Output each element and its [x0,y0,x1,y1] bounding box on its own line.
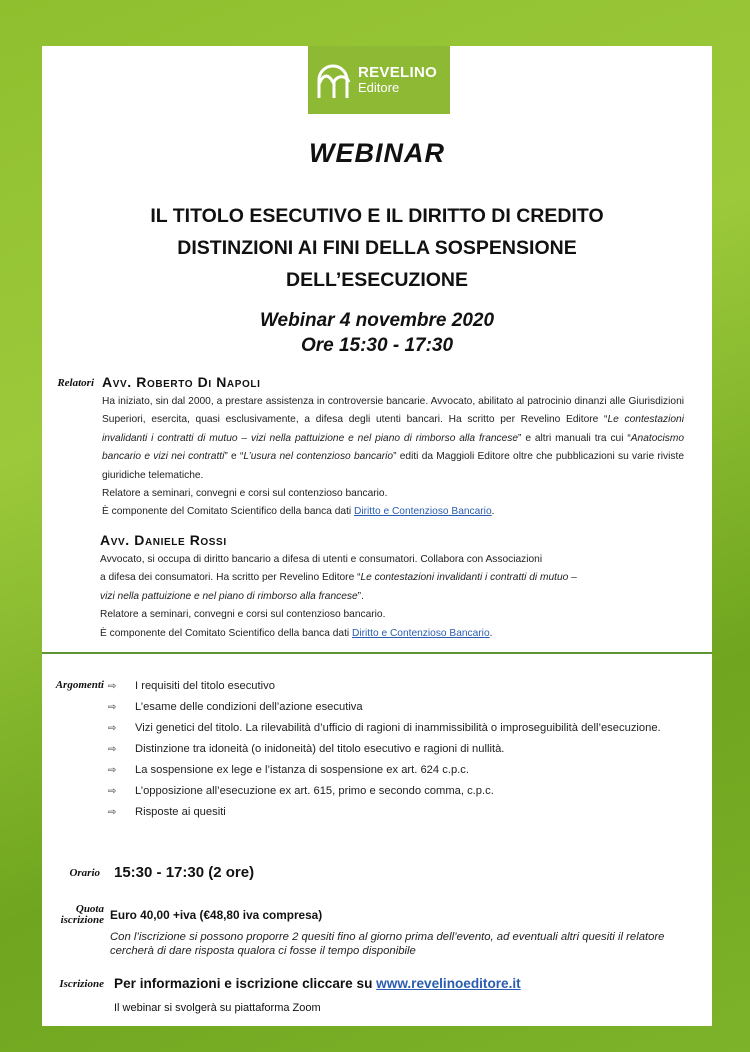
bio-text: . [489,627,493,639]
database-link[interactable]: Diritto e Contenzioso Bancario [354,506,492,518]
logo-sub: Editore [358,80,400,96]
bio-book-title: Anatocismo bancario e vizi nei contratti [102,432,684,463]
event-title-line: DELL’ESECUZIONE [285,269,469,291]
event-title [42,200,712,296]
section-divider [42,652,712,654]
speaker-bio-paragraph: Relatore a seminari, convegni e corsi sul contenzioso bancario. [100,609,386,621]
quota-label-line: Quota [75,903,104,915]
logo-name: REVELINO [358,64,438,82]
bio-text: ”. [357,590,364,602]
topic-item [108,806,688,819]
revelino-logo-icon [314,58,354,102]
quota-label-line: iscrizione [60,914,104,926]
speaker-name: Avv. Roberto Di Napoli [102,374,261,390]
iscrizione-text: Per informazioni e iscrizione cliccare su [114,976,377,991]
event-time: Ore 15:30 - 17:30 [300,335,454,356]
bio-book-title: Le contestazioni invalidanti i contratti di mutuo – vizi nella pattuizione e nel piano di rimborso alla francese [102,414,684,444]
arrow-right-icon: ⇨ [108,723,117,734]
topic-text: I requisiti del titolo esecutivo [135,680,275,692]
topic-text: Vizi genetici del titolo. La rilevabilità d’ufficio di ragioni di inammissibilità o improseguibilità dell’esecuzione. [135,722,661,734]
topic-item [108,722,688,735]
bio-text: ” e altri manuali tra cui “ [518,432,631,444]
speaker-bio-paragraph [100,569,690,587]
arrow-right-icon: ⇨ [108,702,117,713]
topic-text: L’esame delle condizioni dell’azione esecutiva [135,701,363,713]
bio-text: a difesa dei consumatori. Ha scritto per Revelino Editore “ [100,572,361,584]
event-title-line: DISTINZIONI AI FINI DELLA SOSPENSIONE [177,237,577,259]
bio-text: È componente del Comitato Scientifico della banca dati [100,627,353,639]
bio-text: ” editi da Maggioli Editore oltre che pubblicazioni su varie riviste giuridiche telematiche. [102,451,684,481]
relatori-label: Relatori [57,377,94,389]
speaker-bio-paragraph [102,503,684,521]
bio-text: Ha iniziato, sin dal 2000, a prestare assistenza in controversie bancarie. Avvocato, abilitato al patrocinio dinanzi alle Giurisdizioni Superiori, esercita, quasi esclusivamente, a difesa degli utenti bancari. Ha scritto per Revelino Editore “ [102,396,684,426]
speaker-bio-paragraph: Relatore a seminari, convegni e corsi sul contenzioso bancario. [102,488,388,500]
logo-text [358,65,437,94]
event-date: Webinar 4 novembre 2020 [259,310,495,331]
platform-note: Il webinar si svolgerà su piattaforma Zoom [114,1002,321,1014]
orario-label: Orario [69,867,100,879]
arrow-right-icon: ⇨ [108,744,117,755]
event-title-line: IL TITOLO ESECUTIVO E IL DIRITTO DI CREDITO [150,205,604,227]
quota-value: Euro 40,00 +iva (€48,80 iva compresa) [110,908,323,922]
speaker-bio-paragraph [102,393,684,485]
speaker-bio-paragraph: Avvocato, si occupa di diritto bancario a difesa di utenti e consumatori. Collabora con Associazioni [100,554,543,565]
topic-item [108,785,688,798]
bio-book-title: L’usura nel contenzioso bancario [243,451,394,463]
iscrizione-info [114,976,521,991]
bio-book-title: Le contestazioni invalidanti i contratti di mutuo – [360,572,577,584]
topic-item [108,680,688,693]
topic-text: Distinzione tra idoneità (o inidoneità) del titolo esecutivo e ragioni di nullità. [135,743,505,755]
document-page [42,46,712,1026]
orario-value: 15:30 - 17:30 (2 ore) [114,864,255,881]
database-link[interactable]: Diritto e Contenzioso Bancario [352,627,490,639]
topic-item [108,701,688,714]
topic-text: L’opposizione all’esecuzione ex art. 615, primo e secondo comma, c.p.c. [135,785,494,797]
topic-text: Risposte ai quesiti [135,806,226,818]
speaker-bio-paragraph [100,588,690,606]
arrow-right-icon: ⇨ [108,807,117,818]
topic-text: La sospensione ex lege e l’istanza di sospensione ex art. 624 c.p.c. [135,764,469,776]
quota-note: Con l’iscrizione si possono proporre 2 quesiti fino al giorno prima dell’evento, ad eventuali altri quesiti il relatore cercherà di dare risposta qualora ci fosse il tempo disponibile [110,931,665,957]
arrow-right-icon: ⇨ [108,681,117,692]
argomenti-label: Argomenti [55,679,104,691]
topic-item [108,764,688,777]
speaker-name: Avv. Daniele Rossi [100,532,227,548]
iscrizione-label: Iscrizione [59,978,104,990]
bio-text: . [491,506,495,518]
webinar-heading: WEBINAR [309,138,445,168]
website-link[interactable]: www.revelinoeditore.it [376,976,521,991]
bio-text: ” e “ [224,451,244,463]
speaker-bio-paragraph [100,625,690,643]
topic-item [108,743,688,756]
speaker-bio [102,393,684,522]
revelino-logo [308,46,450,114]
topics-list [108,680,688,827]
arrow-right-icon: ⇨ [108,765,117,776]
bio-book-title: vizi nella pattuizione e nel piano di rimborso alla francese [100,590,358,602]
arrow-right-icon: ⇨ [108,786,117,797]
quota-label [42,904,104,926]
bio-text: È componente del Comitato Scientifico della banca dati [102,506,355,518]
speaker-bio [100,551,690,643]
